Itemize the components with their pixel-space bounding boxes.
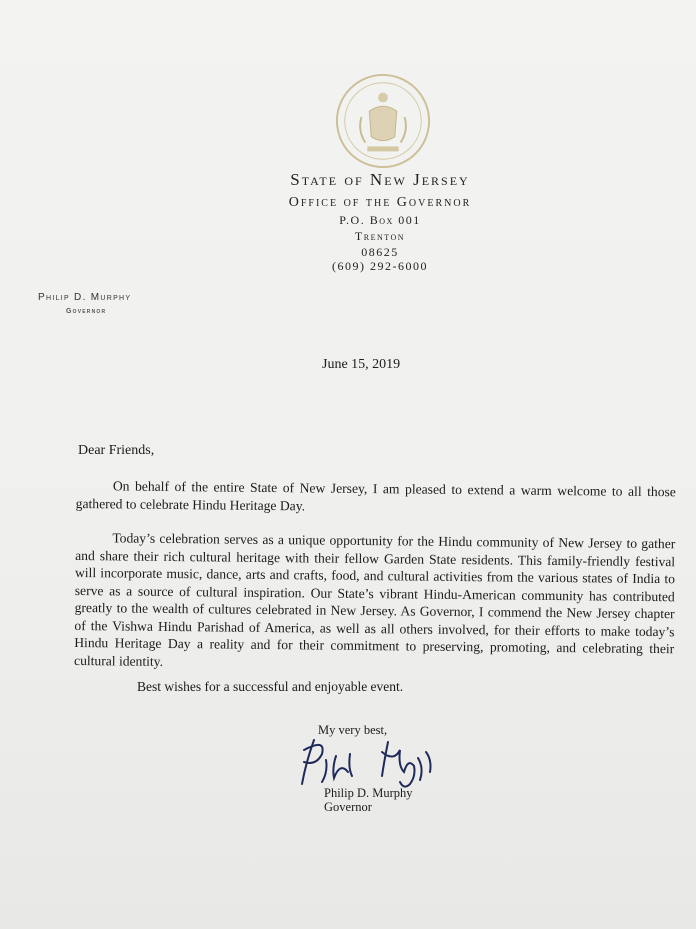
letterhead-office: Office of the Governor <box>288 195 472 210</box>
paragraph: Today’s celebration serves as a unique opportunity for the Hindu community of New Jersey to gather and share their rich cultural heritage with their fellow Garden State residents. This family-friendly festival will incorporate music, dance, arts and crafts, food, and cultural activities from the various states of India to serve as a source of cultural inspiration. Our State’s vibrant Hindu-American community has contributed greatly to the wealth of cultures celebrated in New Jersey. As Governor, I commend the New Jersey chapter of the Vishwa Hindu Parishad of America, as well as all others involved, for their efforts to make today’s Hindu Heritage Day a reality and for their commitment to preserving, promoting, and celebrating their cultural identity. <box>74 530 676 669</box>
signoff: My very best, <box>318 723 388 737</box>
letterhead-state: State of New Jersey <box>290 170 470 189</box>
letterhead-city: Trenton <box>354 229 406 243</box>
sender-name: Philip D. Murphy <box>38 292 132 303</box>
letterhead-zip: 08625 <box>361 245 399 259</box>
letterhead-po-box: P.O. Box 001 <box>339 213 421 227</box>
sender-title: Governor <box>66 308 107 315</box>
salutation: Dear Friends, <box>78 443 155 458</box>
paragraph: On behalf of the entire State of New Jersey, I am pleased to extend a warm welcome to all those gathered to celebrate Hindu Heritage Day. <box>75 478 676 513</box>
letter-date: June 15, 2019 <box>322 357 401 372</box>
closing-line: Best wishes for a successful and enjoyable event. <box>137 679 404 694</box>
letter-body <box>74 477 676 692</box>
state-seal-icon <box>334 72 432 170</box>
signature-icon <box>292 732 452 792</box>
letterhead-phone: (609) 292-6000 <box>332 259 428 273</box>
signer-title: Governor <box>324 800 372 814</box>
signer-name: Philip D. Murphy <box>324 786 413 800</box>
